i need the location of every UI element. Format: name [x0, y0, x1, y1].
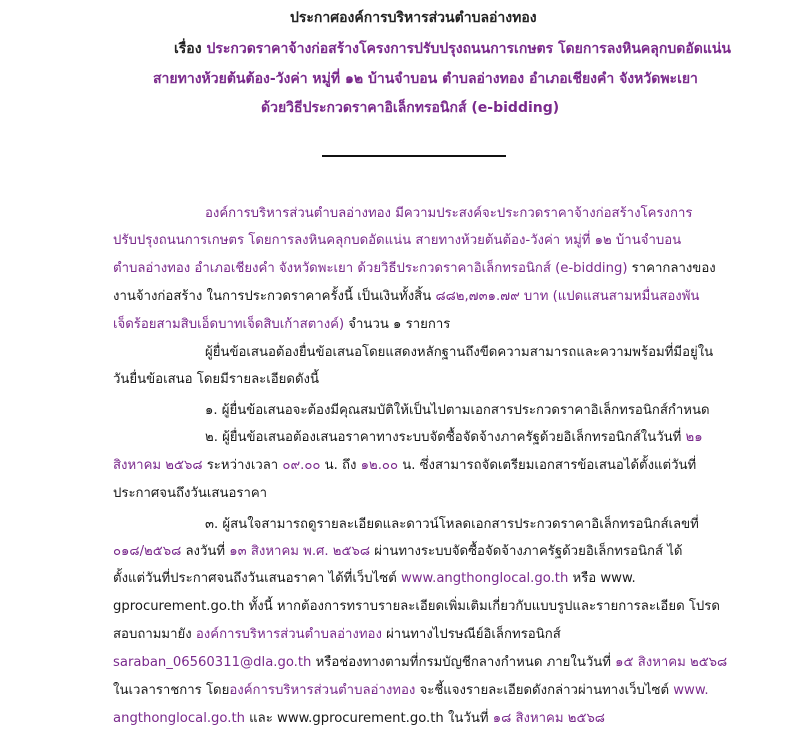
item-3-office-hours: ในเวลาราชการ โดย: [113, 683, 230, 698]
item-3-line-6: [113, 654, 727, 672]
item-2-day: ๒๑: [685, 430, 703, 445]
gprocurement-text: และ www.gprocurement.go.th ในวันที่: [244, 711, 493, 726]
item-3-text: ผ่านทางระบบจัดซื้อจัดจ้างภาครัฐด้วยอิเล็กทรอนิกส์ ได้: [370, 544, 683, 559]
angthong-website-link-2b[interactable]: angthonglocal.go.th: [113, 711, 245, 726]
org-name: องค์การบริหารส่วนตำบลอ่างทอง: [205, 206, 391, 221]
p1-budget-words: เจ็ดร้อยสามสิบเอ็ดบาทเจ็ดสิบเก้าสตางค์): [113, 317, 345, 332]
angthong-website-link-2a[interactable]: www.: [673, 683, 709, 698]
item-2-line-2: [113, 457, 696, 475]
item-3-line-2: [113, 543, 682, 561]
subject-text-1: ประกวดราคาจ้างก่อสร้างโครงการปรับปรุงถนนการเกษตร โดยการลงหินคลุกบดอัดแน่น: [206, 41, 731, 57]
p1-budget-label: งานจ้างก่อสร้าง ในการประกวดราคาครั้งนี้ เป็นเงินทั้งสิ้น: [113, 289, 436, 304]
paragraph-1-line-3: [113, 260, 716, 278]
item-3-line-4: gprocurement.go.th ทั้งนี้ หากต้องการทราบรายละเอียดเพิ่มเติมเกี่ยวกับแบบรูปและรายการละเอียด โปรด: [113, 599, 720, 614]
doc-number: ๐๑๘/๒๕๖๘: [113, 544, 182, 559]
item-3-or: หรือ www.: [568, 571, 636, 586]
org-name-3: องค์การบริหารส่วนตำบลอ่างทอง: [229, 683, 416, 698]
item-2-line-1: [205, 429, 703, 447]
p1-quantity: จำนวน ๑ รายการ: [344, 317, 451, 332]
item-2-to: น. ถึง: [320, 458, 361, 473]
paragraph-1-line-1: [205, 205, 692, 223]
subject-text-3: ด้วยวิธีประกวดราคาอิเล็กทรอนิกส์ (e-bidding): [261, 100, 560, 116]
announcement-title: [290, 7, 537, 29]
item-2-time-label: ระหว่างเวลา: [202, 458, 283, 473]
paragraph-2-line-1: ผู้ยื่นข้อเสนอต้องยื่นข้อเสนอโดยแสดงหลักฐานถึงขีดความสามารถและความพร้อมที่มีอยู่ใน: [205, 345, 714, 360]
item-2-month: สิงหาคม ๒๕๖๘: [113, 458, 203, 473]
p1-text-b: ราคากลางของ: [627, 261, 716, 276]
item-2-end-time: ๑๒.๐๐: [360, 458, 398, 473]
subject-label: เรื่อง: [174, 41, 202, 57]
paragraph-2-line-2: วันยื่นข้อเสนอ โดยมีรายละเอียดดังนี้: [113, 372, 319, 387]
item-3-email-label: ผ่านทางไปรษณีย์อิเล็กทรอนิกส์: [381, 627, 561, 642]
item-2-text: ๒. ผู้ยื่นข้อเสนอต้องเสนอราคาทางระบบจัดซื้อจัดจ้างภาครัฐด้วยอิเล็กทรอนิกส์ในวันที่: [205, 430, 686, 445]
item-2-start-time: ๐๙.๐๐: [282, 458, 321, 473]
doc-date-label: ลงวันที่: [181, 544, 230, 559]
org-name-2: องค์การบริหารส่วนตำบลอ่างทอง: [195, 627, 382, 642]
email-link[interactable]: saraban_06560311@dla.go.th: [113, 655, 312, 670]
paragraph-1-line-2: ปรับปรุงถนนการเกษตร โดยการลงหินคลุกบดอัดแน่น สายทางห้วยต้นต้อง-วังค่า หมู่ที่ ๑๒ บ้านจำบอน: [113, 233, 682, 248]
item-3-line-3: [113, 570, 636, 588]
item-3-explain: จะชี้แจงรายละเอียดดังกล่าวผ่านทางเว็บไซต์: [415, 683, 674, 698]
item-3-deadline: ๑๕ สิงหาคม ๒๕๖๘: [615, 655, 728, 670]
p1-budget-value: ๘๘๒,๗๓๑.๗๙ บาท (แปดแสนสามหมื่นสองพัน: [435, 289, 700, 304]
p1-text: มีความประสงค์จะประกวดราคาจ้างก่อสร้างโครงการ: [391, 206, 693, 221]
item-3-deadline-label: หรือช่องทางตามที่กรมบัญชีกลางกำหนด ภายในวันที่: [311, 655, 616, 670]
paragraph-1-line-5: [113, 316, 450, 334]
item-3-line-5: [113, 626, 561, 644]
item-1: ๑. ผู้ยื่นข้อเสนอจะต้องมีคุณสมบัติให้เป็นไปตามเอกสารประกวดราคาอิเล็กทรอนิกส์กำหนด: [205, 403, 710, 418]
paragraph-1-line-4: [113, 288, 699, 306]
item-3-line-8: [113, 710, 605, 728]
subject-text-2: สายทางห้วยต้นต้อง-วังค่า หมู่ที่ ๑๒ บ้านจำบอน ตำบลอ่างทอง อำเภอเชียงคำ จังหวัดพะเยา: [153, 71, 698, 87]
item-3-line-1: ๓. ผู้สนใจสามารถดูรายละเอียดและดาวน์โหลดเอกสารประกวดราคาอิเล็กทรอนิกส์เลขที่: [205, 517, 699, 532]
p1-location: ตำบลอ่างทอง อำเภอเชียงคำ จังหวัดพะเยา ด้วยวิธีประกวดราคาอิเล็กทรอนิกส์ (e-bidding): [113, 261, 628, 276]
item-3-contact-label: สอบถามมายัง: [113, 627, 196, 642]
announcement-title-text: ประกาศองค์การบริหารส่วนตำบลอ่างทอง: [290, 10, 537, 26]
item-3-line-7: [113, 682, 709, 700]
item-3-website-label: ตั้งแต่วันที่ประกาศจนถึงวันเสนอราคา ได้ที่เว็บไซต์: [113, 571, 401, 586]
item-2-rest: น. ซึ่งสามารถจัดเตรียมเอกสารข้อเสนอได้ตั้งแต่วันที่: [398, 458, 697, 473]
subject-line: [174, 38, 731, 60]
item-2-line-3: ประกาศจนถึงวันเสนอราคา: [113, 486, 268, 501]
angthong-website-link[interactable]: www.angthonglocal.go.th: [400, 571, 569, 586]
divider-line: [322, 155, 506, 157]
doc-date: ๑๓ สิงหาคม พ.ศ. ๒๕๖๘: [229, 544, 371, 559]
item-3-clarify-date: ๑๘ สิงหาคม ๒๕๖๘: [492, 711, 605, 726]
